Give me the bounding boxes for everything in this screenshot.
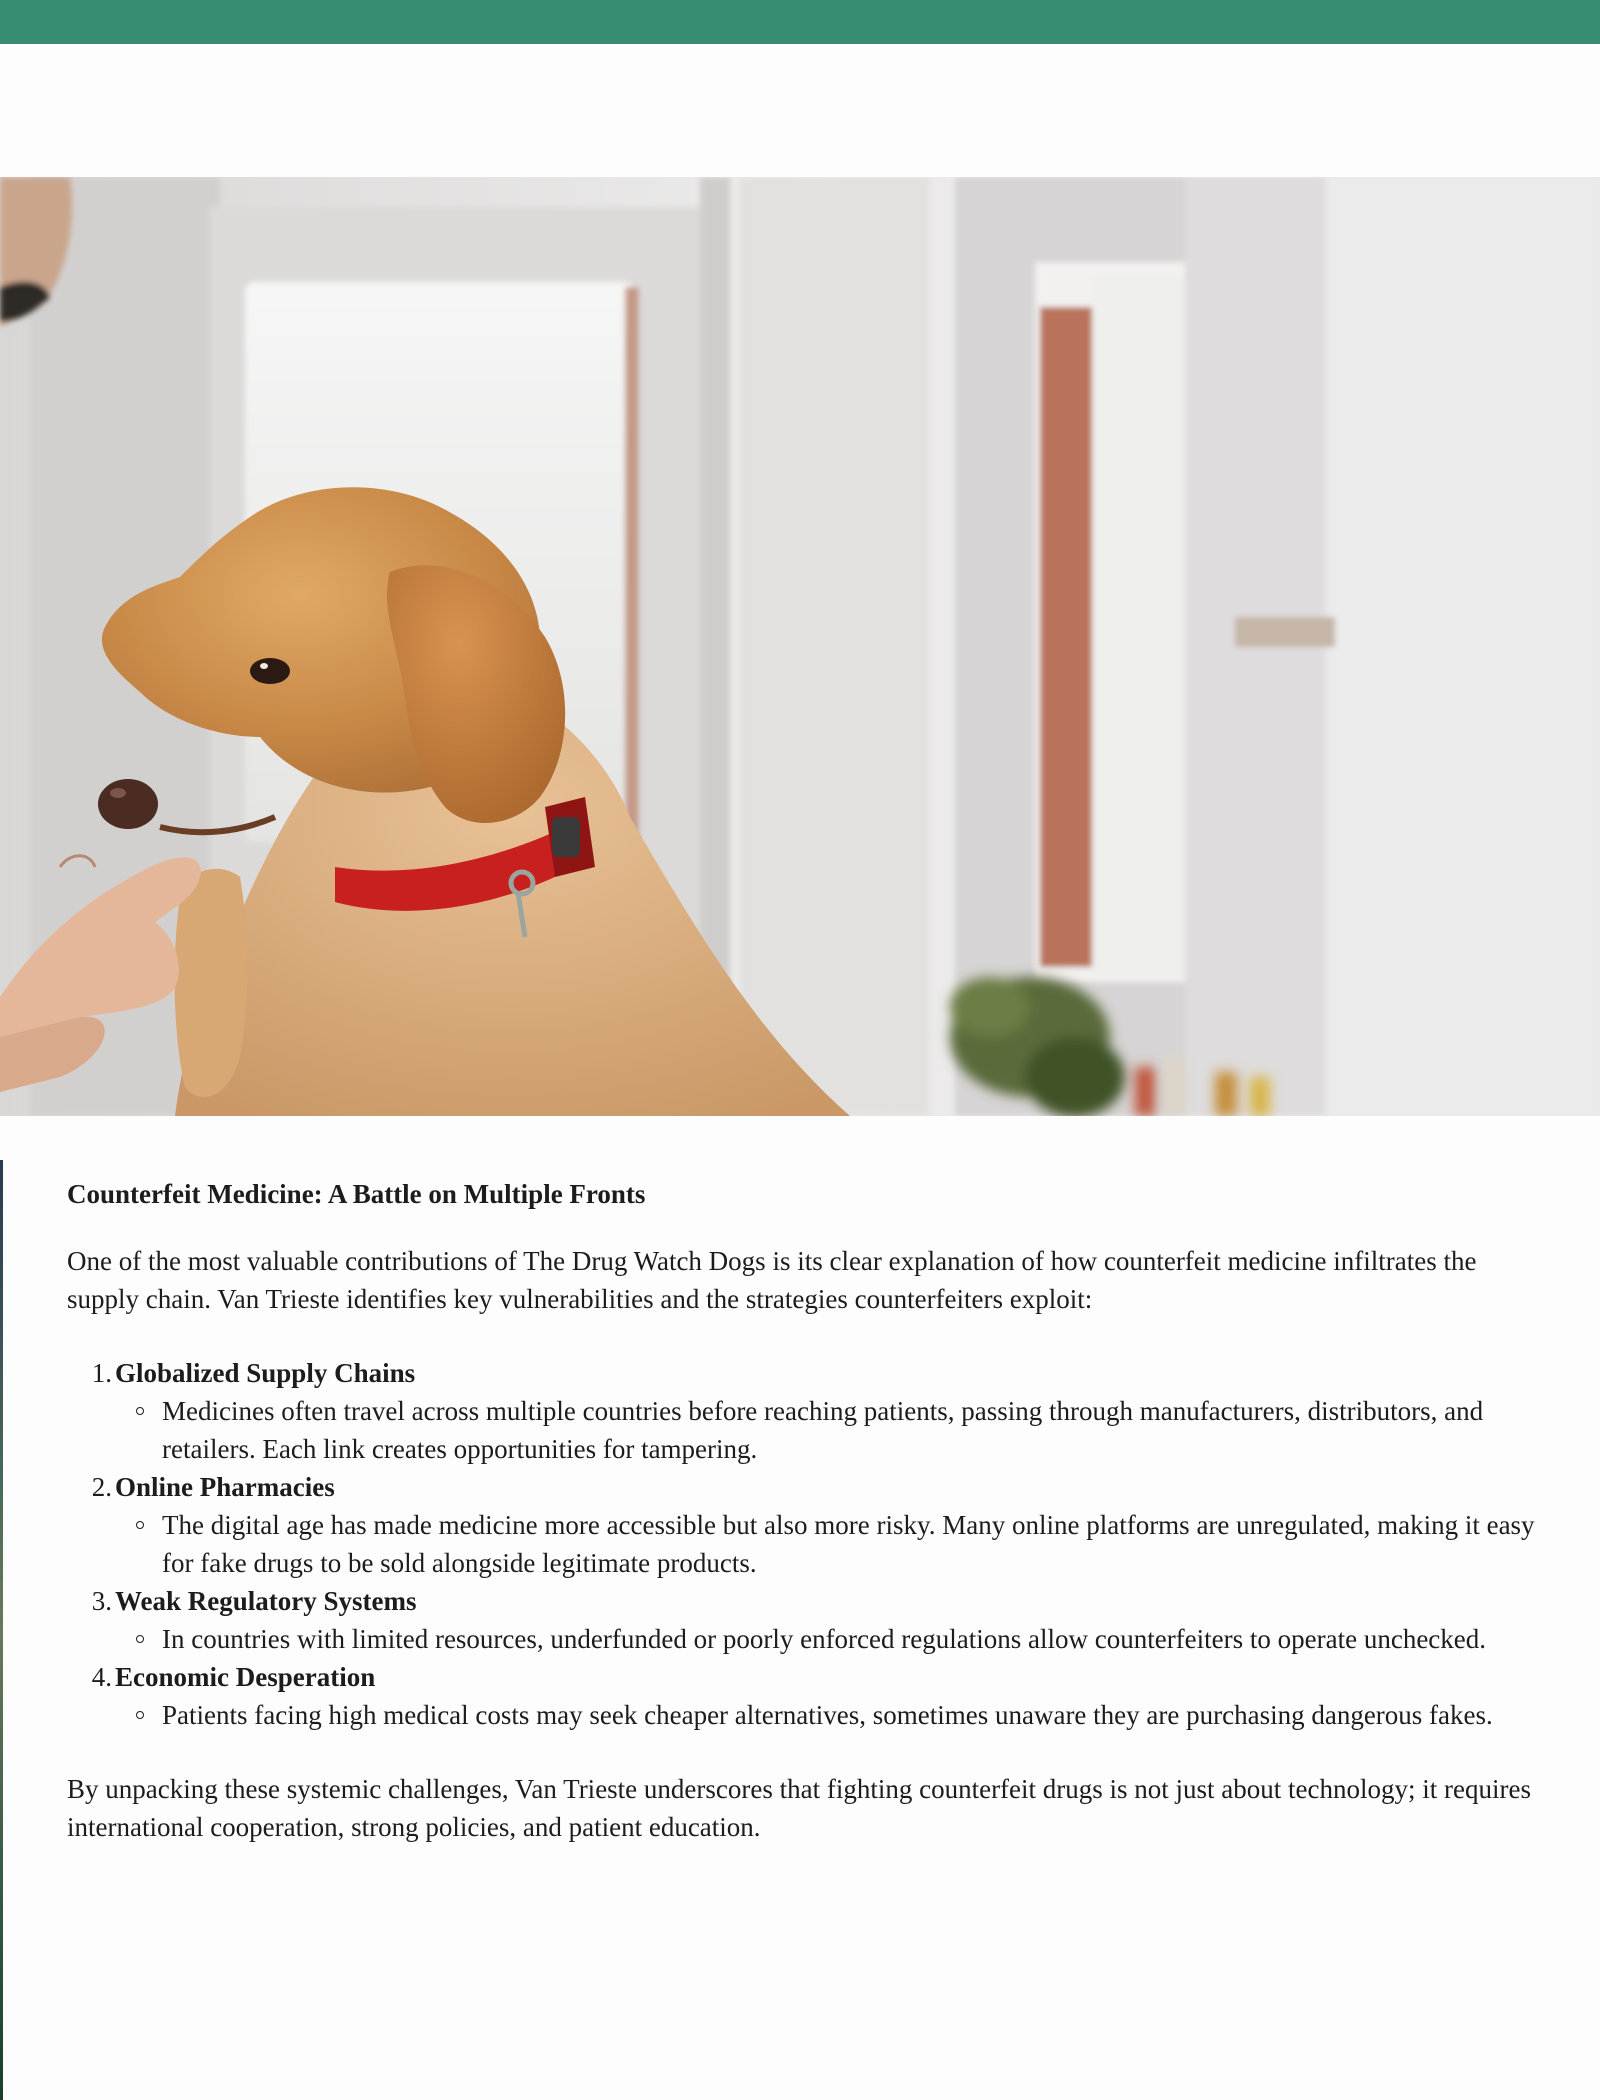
item-title: Globalized Supply Chains [115, 1358, 416, 1388]
item-detail [162, 1696, 1537, 1734]
bullet-icon [136, 1711, 144, 1719]
item-title: Online Pharmacies [115, 1472, 335, 1502]
item-detail-text: Medicines often travel across multiple countries before reaching patients, passing through manufacturers, distributors, and retailers. Each link creates opportunities for tampering. [162, 1396, 1484, 1464]
item-number: 3. [91, 1586, 112, 1616]
list-item [67, 1354, 1537, 1468]
list-item [67, 1582, 1537, 1658]
item-detail-text: The digital age has made medicine more accessible but also more risky. Many online platforms are unregulated, making it easy for fake drugs to be sold alongside legitimate products. [162, 1510, 1535, 1578]
puppy-photo-illustration [0, 177, 1600, 1116]
vulnerabilities-list [67, 1354, 1537, 1734]
article-body [67, 1172, 1537, 1846]
bullet-icon [136, 1407, 144, 1415]
bullet-icon [136, 1635, 144, 1643]
closing-paragraph: By unpacking these systemic challenges, Van Trieste underscores that fighting counterfeit drugs is not just about technology; it requires international cooperation, strong policies, and patient education. [67, 1774, 1531, 1842]
top-accent-band [0, 0, 1600, 44]
intro-paragraph: One of the most valuable contributions of The Drug Watch Dogs is its clear explanation of how counterfeit medicine infiltrates the supply chain. Van Trieste identifies key vulnerabilities and the strategies counterfeiters exploit: [67, 1246, 1477, 1314]
item-detail [162, 1620, 1537, 1658]
item-number: 2. [91, 1472, 112, 1502]
hero-photo [0, 177, 1600, 1116]
item-title: Economic Desperation [115, 1662, 376, 1692]
item-detail [162, 1506, 1537, 1582]
list-item [67, 1468, 1537, 1582]
section-heading: Counterfeit Medicine: A Battle on Multiple Fronts [67, 1179, 646, 1209]
bullet-icon [136, 1521, 144, 1529]
left-edge-strip [0, 1160, 3, 2100]
list-item [67, 1658, 1537, 1734]
item-detail-text: Patients facing high medical costs may seek cheaper alternatives, sometimes unaware they are purchasing dangerous fakes. [162, 1700, 1493, 1730]
item-detail [162, 1392, 1537, 1468]
item-title: Weak Regulatory Systems [115, 1586, 417, 1616]
item-number: 4. [91, 1662, 112, 1692]
item-detail-text: In countries with limited resources, underfunded or poorly enforced regulations allow counterfeiters to operate unchecked. [162, 1624, 1487, 1654]
item-number: 1. [91, 1358, 112, 1388]
